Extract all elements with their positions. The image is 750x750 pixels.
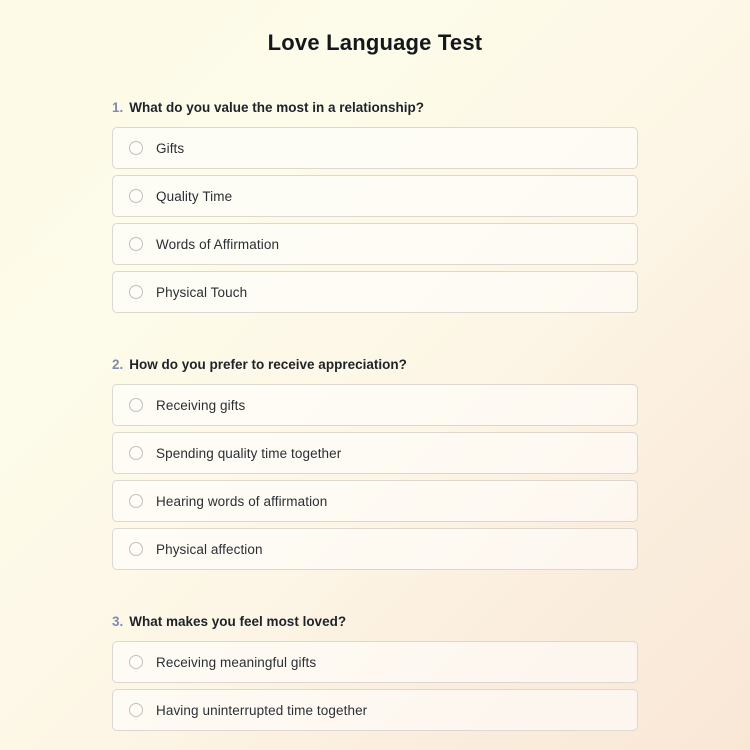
option-row[interactable] <box>112 175 638 217</box>
radio-icon[interactable] <box>129 446 143 460</box>
question-block <box>112 357 638 570</box>
radio-icon[interactable] <box>129 655 143 669</box>
option-label: Having uninterrupted time together <box>156 702 368 718</box>
option-row[interactable] <box>112 689 638 731</box>
question-heading <box>112 357 638 372</box>
radio-icon[interactable] <box>129 141 143 155</box>
option-row[interactable] <box>112 271 638 313</box>
question-number: 1. <box>112 100 124 115</box>
option-label: Spending quality time together <box>156 445 342 461</box>
option-row[interactable] <box>112 384 638 426</box>
radio-icon[interactable] <box>129 237 143 251</box>
question-number: 2. <box>112 357 124 372</box>
option-label: Receiving meaningful gifts <box>156 654 317 670</box>
radio-icon[interactable] <box>129 542 143 556</box>
option-label: Hearing words of affirmation <box>156 493 328 509</box>
question-block <box>112 614 638 731</box>
option-group <box>112 384 638 570</box>
question-heading <box>112 100 638 115</box>
radio-icon[interactable] <box>129 703 143 717</box>
option-label: Gifts <box>156 140 185 156</box>
question-text: What makes you feel most loved? <box>129 614 347 629</box>
question-text: How do you prefer to receive appreciation? <box>129 357 407 372</box>
option-row[interactable] <box>112 432 638 474</box>
radio-icon[interactable] <box>129 494 143 508</box>
question-number: 3. <box>112 614 124 629</box>
option-label: Physical Touch <box>156 284 248 300</box>
question-list <box>112 100 638 731</box>
option-label: Words of Affirmation <box>156 236 280 252</box>
option-label: Physical affection <box>156 541 263 557</box>
radio-icon[interactable] <box>129 285 143 299</box>
option-label: Receiving gifts <box>156 397 246 413</box>
option-group <box>112 127 638 313</box>
question-text: What do you value the most in a relationship? <box>129 100 425 115</box>
option-row[interactable] <box>112 528 638 570</box>
question-heading <box>112 614 638 629</box>
option-row[interactable] <box>112 223 638 265</box>
option-row[interactable] <box>112 480 638 522</box>
option-row[interactable] <box>112 127 638 169</box>
option-label: Quality Time <box>156 188 233 204</box>
option-group <box>112 641 638 731</box>
radio-icon[interactable] <box>129 189 143 203</box>
radio-icon[interactable] <box>129 398 143 412</box>
question-block <box>112 100 638 313</box>
option-row[interactable] <box>112 641 638 683</box>
page-title: Love Language Test <box>267 30 483 55</box>
